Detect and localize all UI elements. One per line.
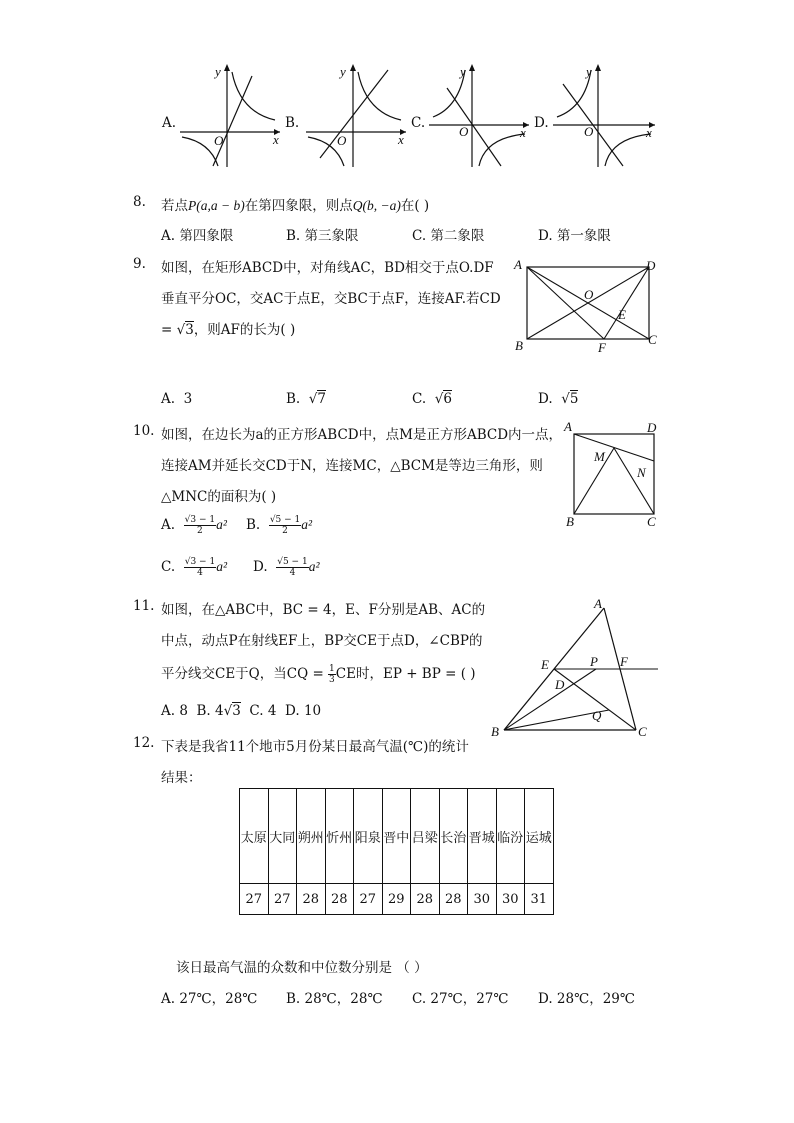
temp-cell: 28 <box>411 884 440 915</box>
q11-frac-den: 3 <box>329 675 335 685</box>
q11-label-f: F <box>620 654 628 669</box>
q11-line-3 <box>161 662 476 685</box>
q8-stem-a: 若点 <box>161 198 188 214</box>
q11-option-b[interactable]: B. 4 <box>196 703 224 719</box>
q11-line-1: 如图，在△ABC中，BC = 4，E、F分别是AB、AC的 <box>161 602 486 618</box>
q9-option-c-label: C. <box>412 391 427 407</box>
q12-line-1: 下表是我省11个地市5月份某日最高气温(℃)的统计 <box>161 739 469 755</box>
q11-line-3-pre: 平分线交CE于Q，当CQ = <box>161 666 329 682</box>
q9-number: 9. <box>133 256 146 272</box>
q10-option-c-label: C. <box>161 559 176 575</box>
q8-stem-c: 在( ) <box>400 198 430 214</box>
q8-option-c[interactable]: C. 第二象限 <box>412 228 485 244</box>
q10-option-c[interactable] <box>161 557 227 578</box>
q11-label-e: E <box>541 657 549 672</box>
q7-a-origin: O <box>214 133 224 148</box>
q9-line-3: = √3，则AF的长为( ) <box>161 322 296 338</box>
q9-option-a[interactable] <box>161 391 192 407</box>
temp-cell: 27 <box>354 884 383 915</box>
city-cell: 长治 <box>439 789 468 884</box>
q10-option-d-num: √5 − 1 <box>277 557 308 567</box>
q9-option-d-label: D. <box>538 391 553 407</box>
city-cell: 运城 <box>525 789 554 884</box>
q9-eq: = <box>161 322 177 338</box>
q7-graph-c <box>429 62 529 168</box>
q10-option-b-tail: a² <box>301 517 313 532</box>
q9-option-a-label: A. <box>161 391 176 407</box>
q11-label-d: D <box>555 677 565 692</box>
q10-option-c-frac <box>184 557 216 578</box>
q7-d-x-label: x <box>646 125 652 140</box>
q7-option-d-letter: D. <box>534 115 549 131</box>
q7-graph-d <box>553 62 657 168</box>
q9-option-b-label: B. <box>286 391 301 407</box>
temp-cell: 27 <box>268 884 297 915</box>
q8-stem-b: 在第四象限，则点 <box>244 198 353 214</box>
q9-label-f: F <box>598 340 606 355</box>
q11-option-a[interactable]: A. 8 <box>161 703 188 719</box>
q9-option-a-value: 3 <box>183 391 193 407</box>
q10-option-b-frac <box>269 515 301 536</box>
q10-option-a[interactable] <box>161 515 227 536</box>
q11-line-2: 中点，动点P在射线EF上，BP交CE于点D，∠CBP的 <box>161 633 483 649</box>
q10-option-d-frac <box>276 557 308 578</box>
q7-b-y-label: y <box>340 64 346 79</box>
q10-figure <box>562 418 662 530</box>
q11-number: 11. <box>133 598 155 614</box>
q7-a-y-label: y <box>215 64 221 79</box>
city-cell: 晋城 <box>468 789 497 884</box>
q10-option-c-num: √3 − 1 <box>184 557 216 567</box>
q10-label-n: N <box>637 465 646 480</box>
q11-option-c[interactable]: C. 4 <box>249 703 277 719</box>
q10-option-d-tail: a² <box>308 559 320 574</box>
q12-option-d[interactable]: D. 28℃，29℃ <box>538 991 635 1007</box>
q7-b-x-label: x <box>398 132 404 147</box>
q7-b-origin: O <box>337 133 347 148</box>
q11-options: A. 8 B. 4√3 C. 4 D. 10 <box>161 703 322 719</box>
q8-option-b[interactable]: B. 第三象限 <box>286 228 359 244</box>
q10-label-c: C <box>647 514 656 529</box>
temp-cell: 28 <box>325 884 354 915</box>
q9-line-3-tail: ，则AF的长为( ) <box>193 322 296 338</box>
q7-option-b-letter: B. <box>285 115 300 131</box>
q11-fraction <box>328 664 336 685</box>
q11-line-3-post: CE时，EP + BP = ( ) <box>335 666 476 682</box>
q8-point-p: P(a,a − b) <box>188 198 245 213</box>
city-cell: 太原 <box>240 789 269 884</box>
q10-number: 10. <box>133 423 155 439</box>
q7-graph-b <box>306 62 406 168</box>
q10-option-c-den: 4 <box>197 568 203 578</box>
q8-option-d[interactable]: D. 第一象限 <box>538 228 611 244</box>
q10-option-a-num: √3 − 1 <box>184 515 216 525</box>
q9-label-d: D <box>646 258 656 273</box>
q10-label-a: A <box>564 419 572 434</box>
temp-cell: 29 <box>382 884 411 915</box>
q7-c-origin: O <box>459 124 469 139</box>
q10-option-b[interactable] <box>246 515 312 536</box>
q10-option-b-den: 2 <box>282 526 288 536</box>
q7-c-y-label: y <box>460 64 466 79</box>
q7-d-origin: O <box>584 124 594 139</box>
city-cell: 临汾 <box>496 789 525 884</box>
q7-graph-a <box>180 62 280 168</box>
city-cell: 晋中 <box>382 789 411 884</box>
q11-label-a: A <box>594 596 602 611</box>
q11-label-b: B <box>491 724 499 739</box>
city-cell: 大同 <box>268 789 297 884</box>
q9-label-c: C <box>648 332 657 347</box>
q9-option-b-value: 7 <box>317 391 326 407</box>
q9-label-a: A <box>514 257 522 272</box>
temperature-table <box>239 788 554 915</box>
q9-figure <box>512 255 662 355</box>
q11-frac-num: 1 <box>329 664 335 674</box>
temp-cell: 28 <box>439 884 468 915</box>
table-header-row <box>240 789 554 884</box>
q11-option-b-sqrt: 3 <box>232 703 241 719</box>
q11-label-q: Q <box>592 708 602 723</box>
q7-a-x-label: x <box>273 132 279 147</box>
q9-option-c[interactable]: C. √6 <box>412 391 452 407</box>
q9-line-2: 垂直平分OC，交AC于点E，交BC于点F，连接AF.若CD <box>161 291 501 307</box>
q10-option-a-tail: a² <box>216 517 227 532</box>
q10-option-a-label: A. <box>161 517 176 533</box>
q9-label-b: B <box>515 338 523 353</box>
q8-number: 8. <box>133 194 146 210</box>
q12-line-2: 结果： <box>161 770 202 786</box>
q10-option-d-label: D. <box>253 559 268 575</box>
q9-option-d-value: 5 <box>569 391 579 407</box>
q12-number: 12. <box>133 735 155 751</box>
q11-figure <box>488 596 664 742</box>
q7-d-y-label: y <box>586 64 592 79</box>
q12-option-c[interactable]: C. 27℃，27℃ <box>412 991 509 1007</box>
q12-option-a[interactable]: A. 27℃，28℃ <box>161 991 258 1007</box>
q8-option-a[interactable]: A. 第四象限 <box>161 228 234 244</box>
q9-option-c-value: 6 <box>443 391 452 407</box>
q9-label-o: O <box>584 287 594 302</box>
q8-point-q: Q(b, −a) <box>352 198 401 213</box>
q7-option-c-letter: C. <box>411 115 426 131</box>
q10-line-1: 如图，在边长为a的正方形ABCD中，点M是正方形ABCD内一点， <box>161 427 563 443</box>
q10-option-c-tail: a² <box>216 559 227 574</box>
q9-line-1: 如图，在矩形ABCD中，对角线AC，BD相交于点O.DF <box>161 260 494 276</box>
q7-c-x-label: x <box>520 125 526 140</box>
temp-cell: 30 <box>468 884 497 915</box>
q10-option-a-den: 2 <box>197 526 203 536</box>
q8-stem <box>161 194 429 214</box>
q10-line-3: △MNC的面积为( ) <box>161 489 277 505</box>
table-value-row <box>240 884 554 915</box>
temp-cell: 27 <box>240 884 269 915</box>
q10-label-b: B <box>566 514 574 529</box>
city-cell: 吕梁 <box>411 789 440 884</box>
q10-option-d-den: 4 <box>289 568 296 578</box>
q11-option-d[interactable]: D. 10 <box>285 703 322 719</box>
q9-option-b[interactable]: B. √7 <box>286 391 326 407</box>
q10-option-b-num: √5 − 1 <box>269 515 301 525</box>
temp-cell: 28 <box>297 884 326 915</box>
city-cell: 忻州 <box>325 789 354 884</box>
temp-cell: 31 <box>525 884 554 915</box>
q9-option-d[interactable]: D. √5 <box>538 391 579 407</box>
q10-line-2: 连接AM并延长交CD于N，连接MC，△BCM是等边三角形，则 <box>161 458 543 474</box>
q9-sqrt-value: 3 <box>185 322 194 338</box>
q11-label-c: C <box>638 724 647 739</box>
q12-option-b[interactable]: B. 28℃，28℃ <box>286 991 383 1007</box>
q9-label-e: E <box>618 307 626 322</box>
q12-question: 该日最高气温的众数和中位数分别是 （ ） <box>176 960 428 976</box>
q10-option-d[interactable] <box>253 557 320 578</box>
q11-label-p: P <box>590 654 598 669</box>
q10-option-a-frac <box>184 515 216 536</box>
q7-option-a-letter: A. <box>162 115 177 131</box>
q10-label-m: M <box>594 449 605 464</box>
city-cell: 朔州 <box>297 789 326 884</box>
q10-option-b-label: B. <box>246 517 261 533</box>
temp-cell: 30 <box>496 884 525 915</box>
q10-label-d: D <box>647 420 657 435</box>
city-cell: 阳泉 <box>354 789 383 884</box>
